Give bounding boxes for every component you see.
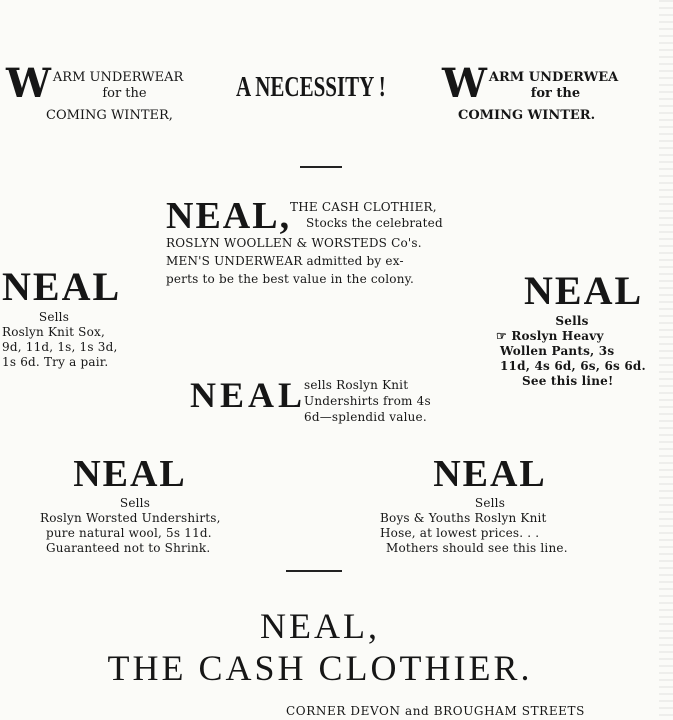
lower-right-line3: Hose, at lowest prices. . . <box>380 526 540 540</box>
middle-block-name: NEAL <box>190 375 307 415</box>
lower-right-block <box>380 454 610 556</box>
top-left-line2: for the <box>102 86 147 101</box>
top-center-headline: A NECESSITY ! <box>236 72 386 103</box>
top-right-dropcap: W <box>442 60 487 107</box>
middle-block-line2: Undershirts from 4s <box>304 394 431 408</box>
top-right-line3: COMING WINTER. <box>458 108 596 123</box>
right-block-name: NEAL <box>524 268 644 313</box>
divider-top <box>300 166 342 168</box>
right-block <box>496 270 646 389</box>
right-block-line3: Wollen Pants, 3s <box>500 344 615 358</box>
lower-right-line2: Boys & Youths Roslyn Knit <box>380 511 547 525</box>
left-block <box>2 266 152 370</box>
lower-left-line3: pure natural wool, 5s 11d. <box>46 526 212 540</box>
lower-left-block <box>40 454 270 556</box>
left-block-line1: Sells <box>38 310 70 324</box>
right-block-line4: 11d, 4s 6d, 6s, 6s 6d. <box>500 359 646 373</box>
middle-block-line3: 6d—splendid value. <box>304 410 427 424</box>
center-block-line2: Stocks the celebrated <box>306 216 443 230</box>
lower-left-name: NEAL <box>73 453 187 495</box>
right-block-line1: Sells <box>555 314 589 328</box>
lower-right-line1: Sells <box>474 496 506 510</box>
top-left-block <box>6 60 196 124</box>
middle-block-line1: sells Roslyn Knit <box>304 378 409 392</box>
center-block-line1: THE CASH CLOTHIER, <box>290 200 437 214</box>
top-right-line1: ARM UNDERWEA <box>488 70 619 85</box>
left-block-name: NEAL <box>2 264 122 309</box>
left-block-line4: 1s 6d. Try a pair. <box>2 355 109 369</box>
page-edge-noise <box>659 0 673 720</box>
right-block-line2-wrap <box>496 329 646 344</box>
center-block-line4: MEN'S UNDERWEAR admitted by ex- <box>166 254 404 268</box>
left-block-line2: Roslyn Knit Sox, <box>2 325 105 339</box>
top-left-line1: ARM UNDERWEAR <box>52 70 184 85</box>
divider-bottom <box>286 570 342 572</box>
lower-left-line4: Guaranteed not to Shrink. <box>46 541 211 555</box>
footer-name: NEAL, <box>260 606 380 646</box>
lower-left-line2: Roslyn Worsted Undershirts, <box>40 511 221 525</box>
right-block-line5: See this line! <box>522 374 614 388</box>
lower-right-name: NEAL <box>433 453 547 495</box>
right-block-line2: Roslyn Heavy <box>511 329 604 343</box>
lower-left-line1: Sells <box>119 496 151 510</box>
lower-right-line4: Mothers should see this line. <box>386 541 568 555</box>
center-block-line3: ROSLYN WOOLLEN & WORSTEDS Co's. <box>166 236 422 250</box>
center-block-name: NEAL, <box>166 195 292 237</box>
top-left-line3: COMING WINTER, <box>46 108 173 123</box>
pointing-hand-icon: ☞ <box>496 329 507 343</box>
left-block-line3: 9d, 11d, 1s, 1s 3d, <box>2 340 118 354</box>
top-right-line2: for the <box>530 86 581 101</box>
footer-title: THE CASH CLOTHIER. <box>107 648 533 688</box>
footer-address: CORNER DEVON and BROUGHAM STREETS <box>286 704 585 718</box>
top-left-dropcap: W <box>6 60 51 107</box>
top-right-block <box>442 60 622 124</box>
center-block-line5: perts to be the best value in the colony. <box>166 272 415 286</box>
